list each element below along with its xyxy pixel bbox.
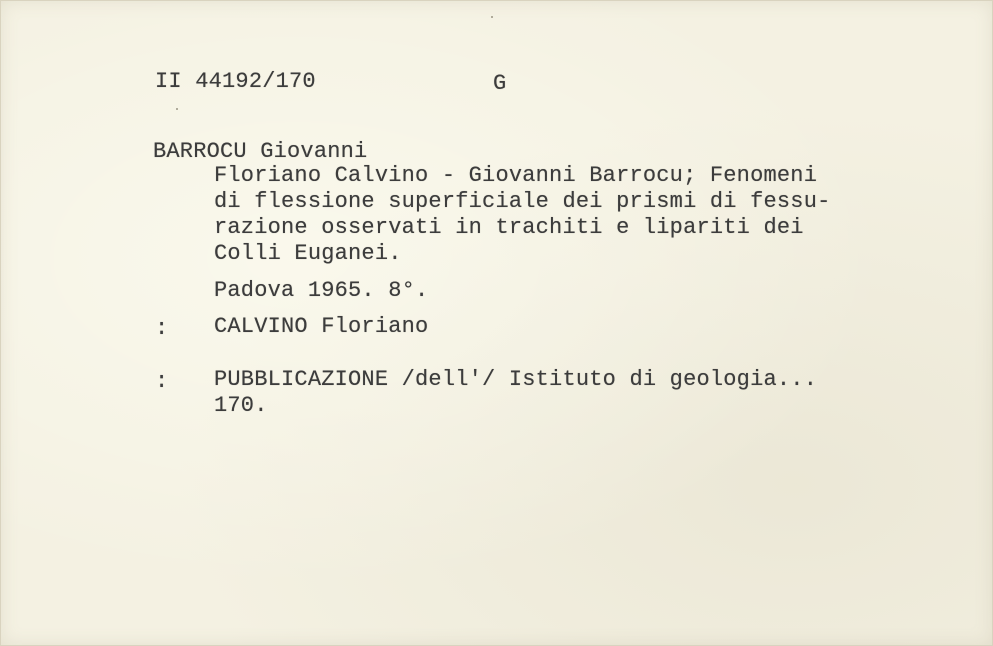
- title-description: [214, 163, 831, 267]
- description-line: di flessione superficiale dei prismi di fessu-: [214, 189, 831, 214]
- imprint: Padova 1965. 8°.: [214, 278, 429, 303]
- series-entry-marker: :: [155, 369, 169, 394]
- description-line: razione osservati in trachiti e lipariti dei: [214, 215, 804, 240]
- shelfmark: II 44192/170: [155, 69, 316, 94]
- author-heading: BARROCU Giovanni: [153, 139, 368, 164]
- paper-speck: [176, 108, 178, 110]
- series-entry-line: PUBBLICAZIONE /dell'/ Istituto di geologia...: [214, 367, 818, 392]
- added-entry: CALVINO Floriano: [214, 314, 429, 339]
- series-entry: [214, 367, 817, 419]
- description-line: Colli Euganei.: [214, 241, 402, 266]
- series-entry-line: 170.: [214, 393, 268, 418]
- description-line: Floriano Calvino - Giovanni Barrocu; Fenomeni: [214, 163, 818, 188]
- classification-letter: G: [493, 71, 507, 96]
- added-entry-marker: :: [155, 316, 169, 341]
- paper-speck: [491, 16, 493, 18]
